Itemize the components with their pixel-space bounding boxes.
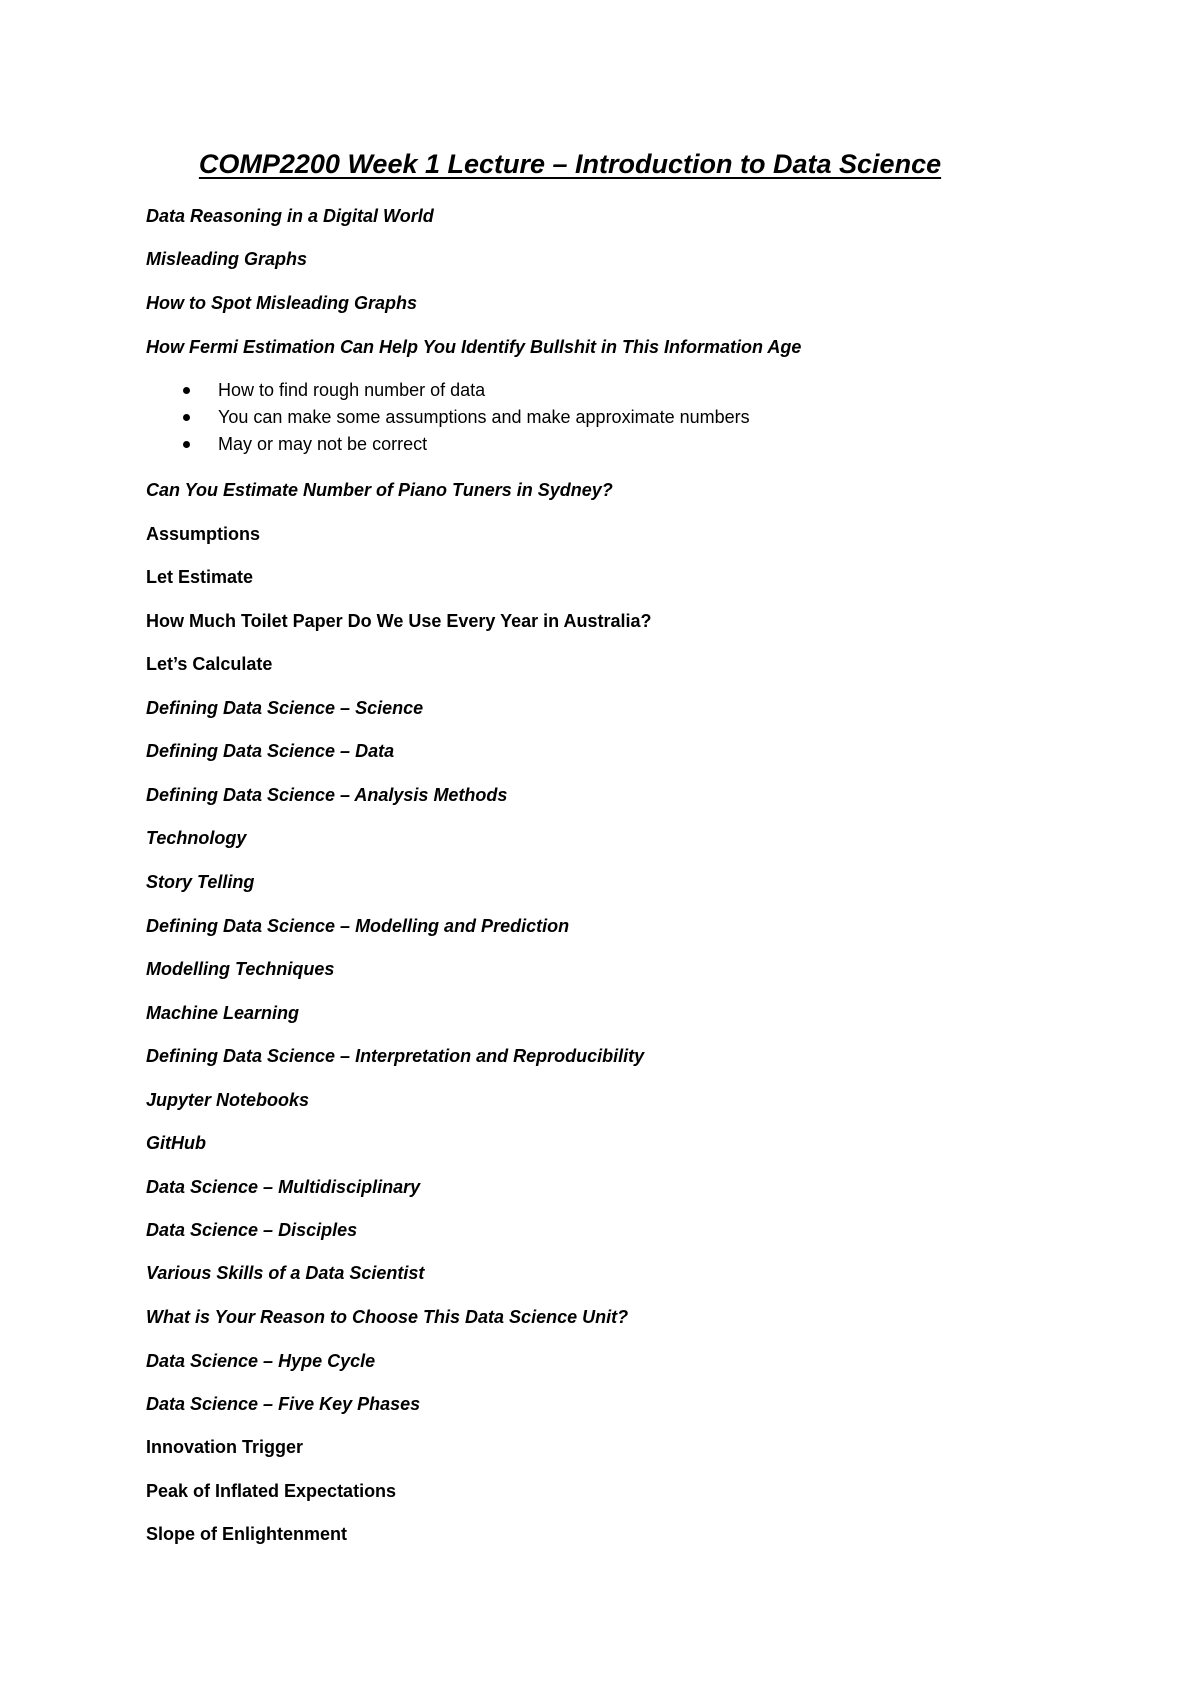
- section-analysis-methods: Defining Data Science – Analysis Methods: [146, 785, 508, 805]
- section-slope-enlightenment: Slope of Enlightenment: [146, 1524, 347, 1544]
- section-assumptions: Assumptions: [146, 524, 261, 544]
- section-multidisciplinary: Data Science – Multidisciplinary: [146, 1177, 421, 1197]
- section-modelling-techniques: Modelling Techniques: [146, 959, 335, 979]
- section-disciples: Data Science – Disciples: [146, 1220, 358, 1240]
- section-peak-expectations: Peak of Inflated Expectations: [146, 1481, 397, 1501]
- bullet-item: [218, 378, 485, 402]
- section-toilet-paper: How Much Toilet Paper Do We Use Every Year in Australia?: [146, 611, 652, 631]
- bullet-text: May or may not be correct: [218, 434, 428, 454]
- bullet-text: You can make some assumptions and make approximate numbers: [218, 407, 750, 427]
- section-let-estimate: Let Estimate: [146, 567, 254, 587]
- section-story-telling: Story Telling: [146, 872, 255, 892]
- section-piano-tuners: Can You Estimate Number of Piano Tuners in Sydney?: [146, 480, 613, 500]
- section-defining-science: Defining Data Science – Science: [146, 698, 424, 718]
- section-reason: What is Your Reason to Choose This Data Science Unit?: [146, 1307, 629, 1327]
- section-lets-calculate: Let’s Calculate: [146, 654, 273, 674]
- heading-misleading-graphs: Misleading Graphs: [146, 249, 308, 269]
- section-interpretation: Defining Data Science – Interpretation and Reproducibility: [146, 1046, 645, 1066]
- section-machine-learning: Machine Learning: [146, 1003, 300, 1023]
- bullet-text: How to find rough number of data: [218, 380, 486, 400]
- section-innovation-trigger: Innovation Trigger: [146, 1437, 304, 1457]
- bullet-item: [218, 432, 427, 456]
- section-jupyter: Jupyter Notebooks: [146, 1090, 310, 1110]
- bullet-item: [218, 405, 750, 429]
- bullet-dot-icon: [183, 441, 190, 448]
- section-defining-data: Defining Data Science – Data: [146, 741, 395, 761]
- page-title: COMP2200 Week 1 Lecture – Introduction to Data Science: [198, 149, 942, 179]
- section-technology: Technology: [146, 828, 247, 848]
- section-hype-cycle: Data Science – Hype Cycle: [146, 1351, 376, 1371]
- section-skills: Various Skills of a Data Scientist: [146, 1263, 425, 1283]
- section-modelling-prediction: Defining Data Science – Modelling and Prediction: [146, 916, 570, 936]
- bullet-dot-icon: [183, 414, 190, 421]
- heading-spot-misleading-graphs: How to Spot Misleading Graphs: [146, 293, 418, 313]
- section-five-phases: Data Science – Five Key Phases: [146, 1394, 421, 1414]
- heading-data-reasoning: Data Reasoning in a Digital World: [146, 206, 434, 226]
- section-github: GitHub: [146, 1133, 206, 1153]
- bullet-dot-icon: [183, 387, 190, 394]
- heading-fermi-estimation: How Fermi Estimation Can Help You Identify Bullshit in This Information Age: [146, 337, 802, 357]
